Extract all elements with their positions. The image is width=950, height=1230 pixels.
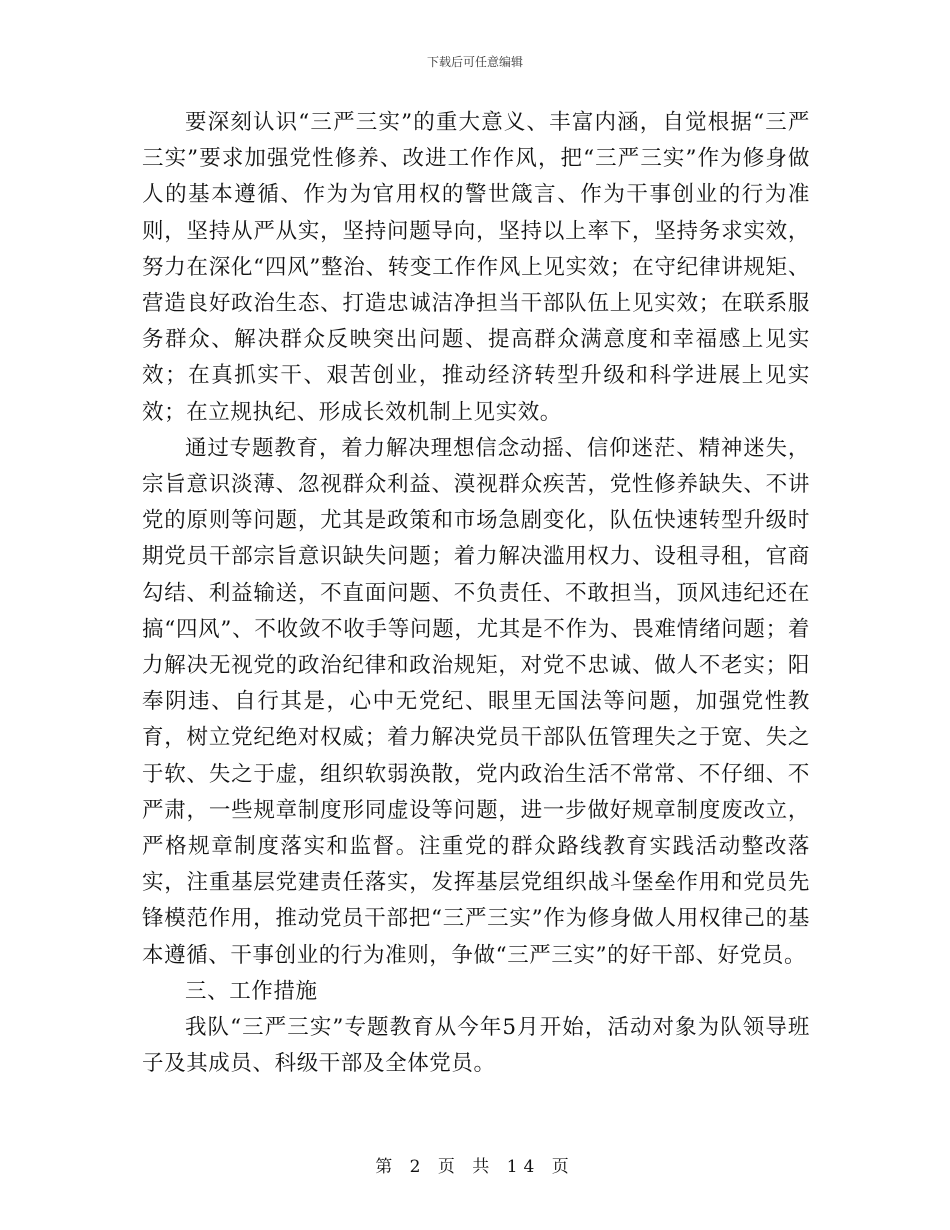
page-header-note: 下载后可任意编辑 xyxy=(426,55,523,69)
page-number-footer: 第 2 页 共 14 页 xyxy=(375,1157,575,1177)
paragraph-2: 通过专题教育，着力解决理想信念动摇、信仰迷茫、精神迷失，宗旨意识淡薄、忽视群众利益、漠视群众疾苦，党性修养缺失、不讲党的原则等问题，尤其是政策和市场急剧变化，队伍快速转型升级时期党员干部宗旨意识缺失问题；着力解决滥用权力、设租寻租，官商勾结、利益输送，不直面问题、不负责任、不敢担当，顶风违纪还在搞“四风”、不收敛不收手等问题，尤其是不作为、畏难情绪问题；着力解决无视党的政治纪律和政治规矩，对党不忠诚、做人不老实；阳奉阴违、自行其是，心中无党纪、眼里无国法等问题，加强党性教育，树立党纪绝对权威；着力解决党员干部队伍管理失之于宽、失之于软、失之于虚，组织软弱涣散，党内政治生活不常常、不仔细、不严肃，一些规章制度形同虚设等问题，进一步做好规章制度废改立，严格规章制度落实和监督。注重党的群众路线教育实践活动整改落实，注重基层党建责任落实，发挥基层党组织战斗堡垒作用和党员先锋模范作用，推动党员干部把“三严三实”作为修身做人用权律己的基本遵循、干事创业的行为准则，争做“三严三实”的好干部、好党员。 xyxy=(142,435,810,968)
paragraph-3: 我队“三严三实”专题教育从今年5月开始，活动对象为队领导班子及其成员、科级干部及全体党员。 xyxy=(142,1015,810,1077)
paragraph-1: 要深刻认识“三严三实”的重大意义、丰富内涵，自觉根据“三严三实”要求加强党性修养、改进工作作风，把“三严三实”作为修身做人的基本遵循、作为为官用权的警世箴言、作为干事创业的行为准则，坚持从严从实，坚持问题导向，坚持以上率下，坚持务求实效，努力在深化“四风”整治、转变工作作风上见实效；在守纪律讲规矩、营造良好政治生态、打造忠诚洁净担当干部队伍上见实效；在联系服务群众、解决群众反映突出问题、提高群众满意度和幸福感上见实效；在真抓实干、艰苦创业，推动经济转型升级和科学进展上见实效；在立规执纪、形成长效机制上见实效。 xyxy=(142,110,810,425)
section-heading-work-measures: 三、工作措施 xyxy=(185,978,318,1004)
document-body xyxy=(142,105,810,1082)
